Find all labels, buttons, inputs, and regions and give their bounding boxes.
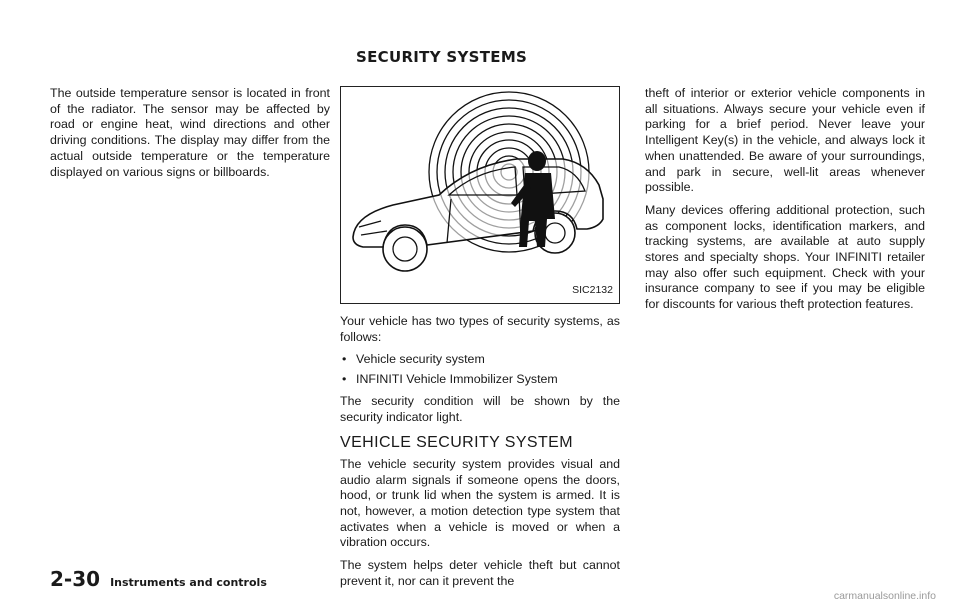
page-number: 2-30 (50, 567, 101, 591)
page-footer (50, 567, 267, 591)
intro-paragraph: Your vehicle has two types of security systems, as follows: (340, 314, 620, 344)
list-item: • INFINITI Vehicle Immobilizer System (340, 372, 620, 388)
security-paragraph-2: The system helps deter vehicle theft but cannot prevent it, nor can it prevent the (340, 558, 620, 588)
temperature-sensor-paragraph: The outside temperature sensor is located in front of the radiator. The sensor may be affected by road or engine heat, wind directions and other driving conditions. The display may differ from the actual outside temperature or the temperature displayed on various signs or billboards. (50, 86, 330, 179)
devices-paragraph: Many devices offering additional protection, such as component locks, identification markers, and tracking systems, are available at auto supply stores and specialty shops. Your INFINITI retailer may also offer such equipment. Check with your insurance company to see if you may be eligible for discounts for various theft protection features. (645, 202, 925, 312)
middle-column (340, 86, 620, 597)
footer-section-title: Instruments and controls (110, 576, 267, 589)
right-column (645, 86, 925, 320)
left-column (50, 86, 330, 187)
watermark: carmanualsonline.info (833, 590, 936, 602)
figure-code: SIC2132 (572, 284, 613, 297)
list-item: • Vehicle security system (340, 352, 620, 368)
indicator-paragraph: The security condition will be shown by the security indicator light. (340, 393, 620, 424)
security-illustration (340, 86, 620, 304)
page-heading: SECURITY SYSTEMS (356, 48, 528, 66)
security-systems-list (340, 352, 620, 387)
security-paragraph-1: The vehicle security system provides visual and audio alarm signals if someone opens the doors, hood, or trunk lid when the system is armed. It is not, however, a motion detection type system that activates when a vehicle is moved or when a vibration occurs. (340, 456, 620, 550)
section-heading: VEHICLE SECURITY SYSTEM (340, 434, 573, 452)
car-alarm-drawing (341, 87, 619, 303)
theft-paragraph: theft of interior or exterior vehicle components in all situations. Always secure your vehicle even if parking for a brief period. Never leave your Intelligent Key(s) in the vehicle, and always lock it when unattended. Be aware of your surroundings, and park in secure, well-lit areas whenever possible. (645, 86, 925, 195)
